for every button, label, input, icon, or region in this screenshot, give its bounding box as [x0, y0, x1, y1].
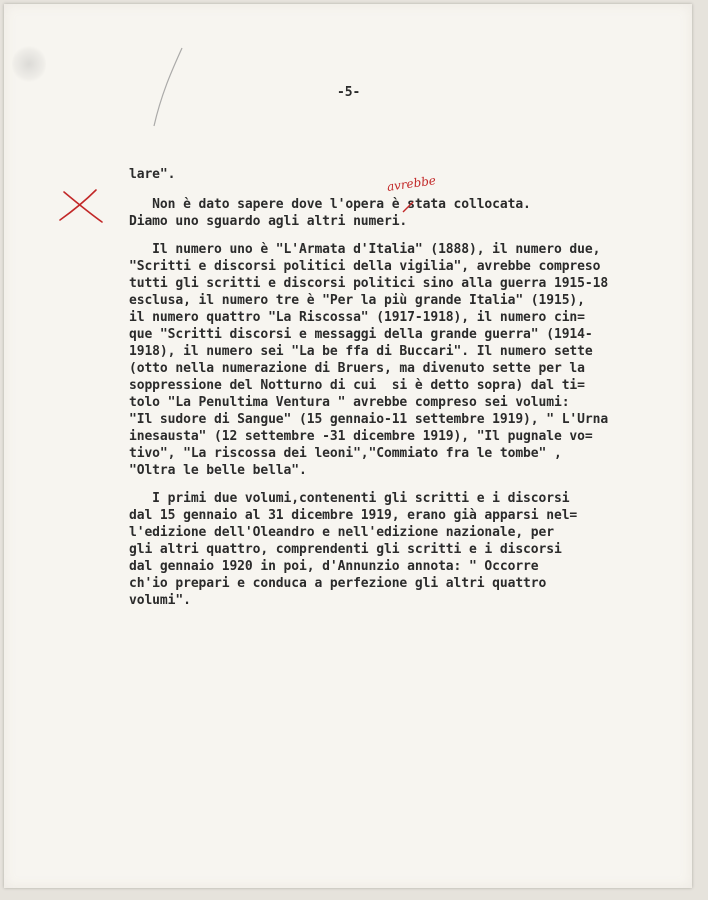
text-line: l'edizione dell'Oleandro e nell'edizione nazionale, per [129, 525, 554, 540]
text-line: tolo "La Penultima Ventura " avrebbe compreso sei volumi: [129, 395, 570, 410]
text-line: tutti gli scritti e discorsi politici sino alla guerra 1915-18 [129, 276, 609, 291]
text-line: gli altri quattro, comprendenti gli scritti e i discorsi [129, 542, 562, 557]
text-line: I primi due volumi,contenenti gli scritti e i discorsi [129, 491, 570, 506]
handwritten-correction: avrebbe [386, 173, 437, 194]
text-line: tivo", "La riscossa dei leoni","Commiato fra le tombe" , [129, 446, 562, 461]
text-line: dal gennaio 1920 in poi, d'Annunzio annota: " Occorre [129, 559, 539, 574]
text-line: volumi". [129, 593, 191, 608]
page-number: -5- [337, 85, 361, 100]
text-line: Diamo uno sguardo agli altri numeri. [129, 214, 408, 229]
red-x-margin-mark [56, 186, 108, 226]
text-line: (otto nella numerazione di Bruers, ma divenuto sette per la [129, 361, 585, 376]
text-line: soppressione del Notturno di cui si è detto sopra) dal ti= [129, 378, 585, 393]
correction-strike-mark [400, 200, 416, 214]
text-line: Non è dato sapere dove l'opera è stata collocata. [129, 197, 531, 212]
text-line: lare". [129, 167, 176, 182]
text-line: ch'io prepari e conduca a perfezione gli altri quattro [129, 576, 547, 591]
text-line: Il numero uno è "L'Armata d'Italia" (1888), il numero due, [129, 242, 601, 257]
text-line: 1918), il numero sei "La be ffa di Buccari". Il numero sette [129, 344, 593, 359]
document-page [4, 4, 692, 888]
pencil-stroke-mark [144, 46, 204, 136]
paper-smudge [12, 44, 46, 84]
text-line: inesausta" (12 settembre -31 dicembre 1919), "Il pugnale vo= [129, 429, 593, 444]
text-line: esclusa, il numero tre è "Per la più grande Italia" (1915), [129, 293, 585, 308]
text-line: "Il sudore di Sangue" (15 gennaio-11 settembre 1919), " L'Urna [129, 412, 609, 427]
text-line: il numero quattro "La Riscossa" (1917-1918), il numero cin= [129, 310, 585, 325]
text-line: que "Scritti discorsi e messaggi della grande guerra" (1914- [129, 327, 593, 342]
text-line: "Scritti e discorsi politici della vigilia", avrebbe compreso [129, 259, 601, 274]
text-line: "Oltra le belle bella". [129, 463, 307, 478]
text-line: dal 15 gennaio al 31 dicembre 1919, erano già apparsi nel= [129, 508, 578, 523]
